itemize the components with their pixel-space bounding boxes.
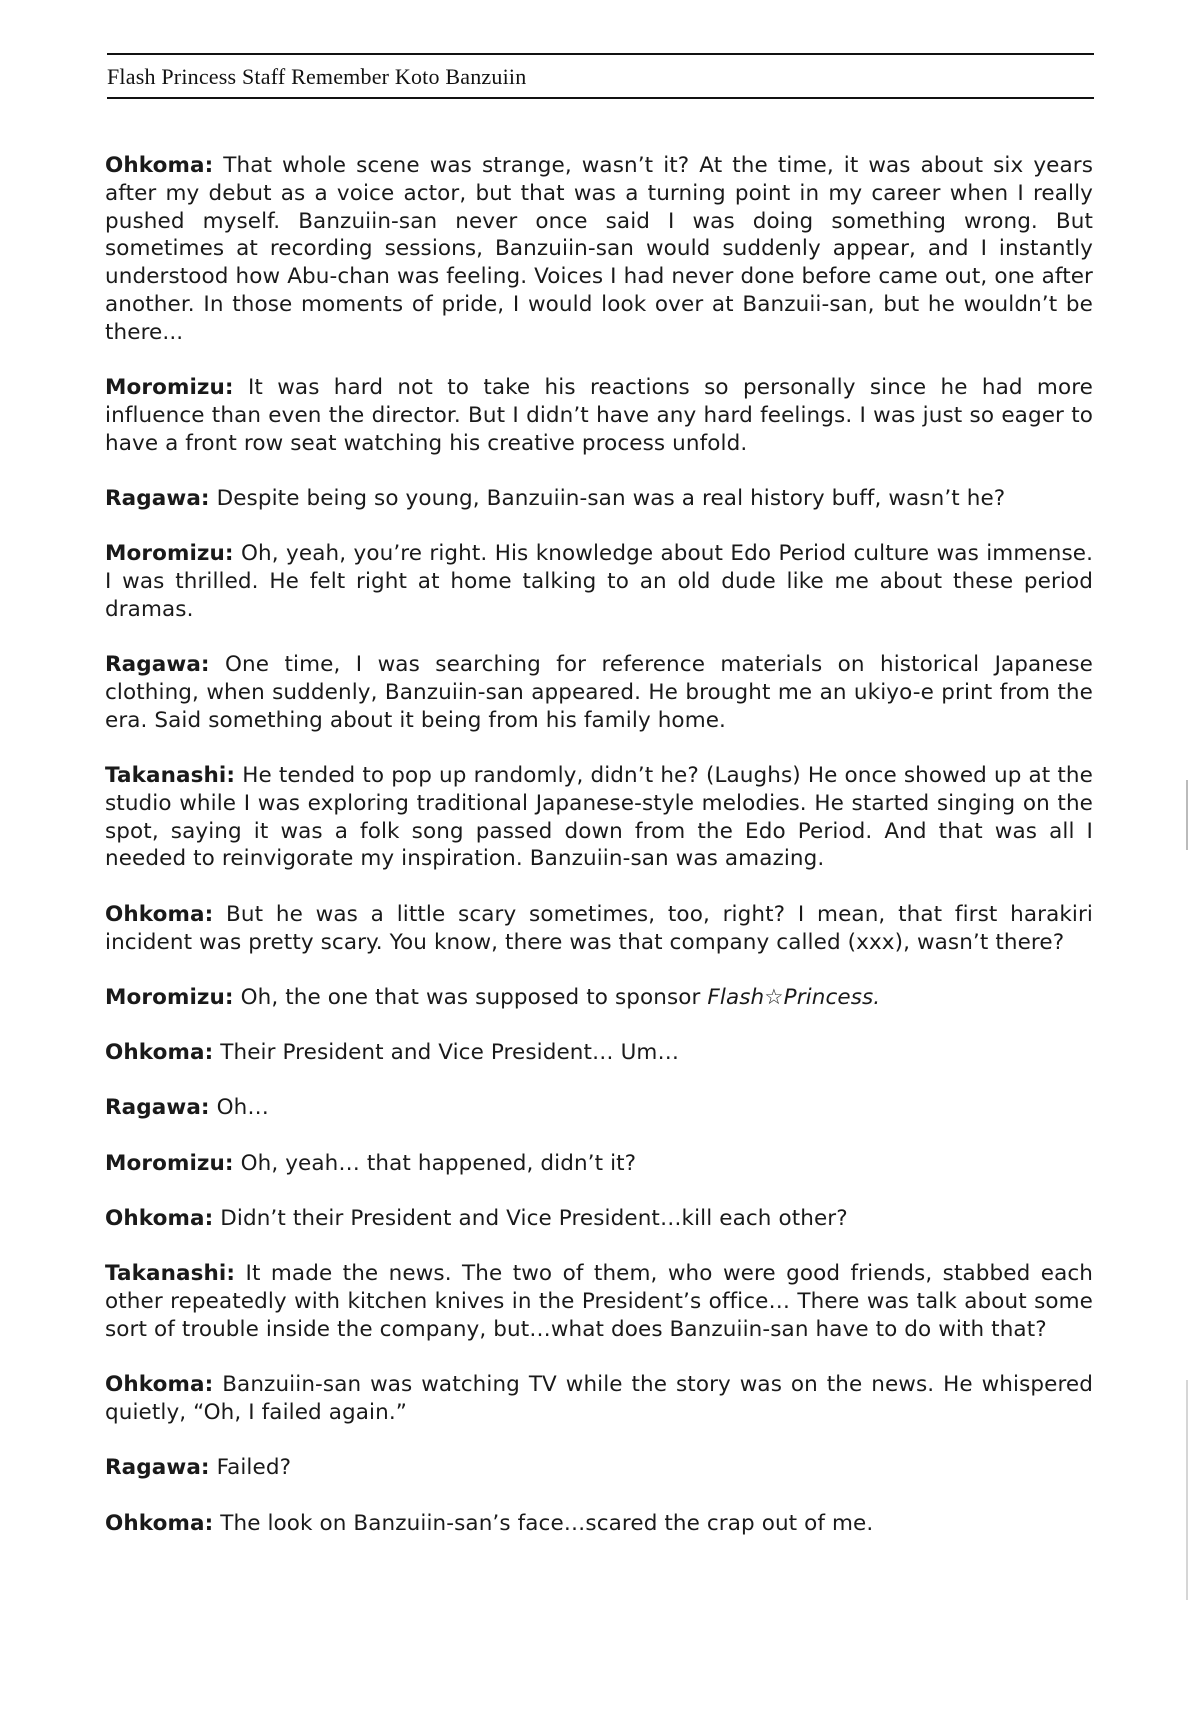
speaker-name: Moromizu: [105, 1150, 234, 1176]
speaker-name: Ragawa: [105, 1455, 210, 1481]
dialogue-paragraph [105, 1094, 1093, 1122]
dialogue-paragraph [105, 901, 1093, 957]
dialogue-paragraph [105, 1371, 1093, 1427]
running-header [107, 53, 1094, 99]
dialogue-text: Failed? [216, 1455, 292, 1481]
speaker-name: Ohkoma: [105, 153, 214, 178]
dialogue-text: Oh, yeah, you’re right. His knowledge about Edo Period culture was immense. I was thrilled. He felt right at home talking to an old dude like me about these period dramas. [105, 541, 1094, 622]
speaker-name: Takanashi: [105, 763, 236, 789]
show-title-italic: Flash☆Princess. [707, 984, 881, 1010]
dialogue-paragraph [105, 152, 1093, 347]
dialogue-paragraph [105, 762, 1093, 873]
dialogue-paragraph [105, 651, 1093, 734]
dialogue-text: One time, I was searching for reference materials on historical Japanese clothing, when suddenly, Banzuiin-san appeared. He brought me an ukiyo-e print from the era. Said something about it being from his family home. [105, 652, 1093, 733]
speaker-name: Ragawa: [105, 485, 210, 511]
speaker-name: Ragawa: [105, 652, 210, 678]
scan-edge-mark [1186, 780, 1188, 850]
dialogue-text: But he was a little scary sometimes, too, right? I mean, that first harakiri incident was pretty scary. You know, there was that company called (xxx), wasn’t there? [105, 901, 1093, 955]
dialogue-text: It was hard not to take his reactions so personally since he had more influence than even the director. But I didn’t have any hard feelings. I was just so eager to have a front row seat watching his creative process unfold. [105, 375, 1094, 456]
speaker-name: Ohkoma: [105, 1206, 214, 1232]
dialogue-paragraph [105, 1150, 1093, 1178]
dialogue-text: Their President and Vice President… Um… [220, 1040, 680, 1066]
dialogue-text: Oh, yeah… that happened, didn’t it? [240, 1150, 637, 1176]
dialogue-text: The look on Banzuiin-san’s face…scared the crap out of me. [220, 1510, 874, 1536]
dialogue-paragraph [105, 984, 1093, 1012]
dialogue-text: Banzuiin-san was watching TV while the story was on the news. He whispered quietly, “Oh, I failed again.” [105, 1372, 1094, 1425]
dialogue-text: It made the news. The two of them, who were good friends, stabbed each other repeatedly with kitchen knives in the President’s office… There was talk about some sort of trouble inside the company, but…what does Banzuiin-san have to do with that? [105, 1261, 1093, 1342]
speaker-name: Ohkoma: [105, 901, 214, 927]
dialogue-paragraph [105, 1510, 1093, 1538]
dialogue-paragraph [105, 1039, 1093, 1067]
speaker-name: Moromizu: [105, 375, 234, 401]
speaker-name: Ragawa: [105, 1095, 210, 1121]
header-title: Flash Princess Staff Remember Koto Banzuiin [107, 64, 527, 89]
dialogue-text: Despite being so young, Banzuiin-san was a real history buff, wasn’t he? [216, 485, 1006, 511]
dialogue-text: Oh, the one that was supposed to sponsor [240, 984, 708, 1010]
dialogue-paragraph [105, 485, 1093, 513]
dialogue-text: That whole scene was strange, wasn’t it? At the time, it was about six years after my debut as a voice actor, but that was a turning point in my career when I really pushed myself. Banzuiin-san never once said I was doing something wrong. But sometimes at recording sessions, Banzuiin-san would suddenly appear, and I instantly understood how Abu-chan was feeling. Voices I had never done before came out, one after another. In those moments of pride, I would look over at Banzuii-san, but he wouldn’t be there... [105, 153, 1093, 345]
dialogue-paragraph [105, 1454, 1093, 1482]
dialogue-text: Didn’t their President and Vice President…kill each other? [220, 1206, 848, 1232]
speaker-name: Ohkoma: [105, 1372, 214, 1398]
dialogue-paragraph [105, 374, 1093, 457]
dialogue-paragraph [105, 1260, 1093, 1343]
speaker-name: Ohkoma: [105, 1040, 214, 1066]
speaker-name: Takanashi: [105, 1261, 236, 1287]
dialogue-text: He tended to pop up randomly, didn’t he? (Laughs) He once showed up at the studio while I was exploring traditional Japanese-style melodies. He started singing on the spot, saying it was a folk song passed down from the Edo Period. And that was all I needed to reinvigorate my inspiration. Banzuiin-san was amazing. [105, 763, 1093, 872]
speaker-name: Moromizu: [105, 984, 234, 1010]
speaker-name: Moromizu: [105, 541, 234, 567]
interview-body [105, 152, 1093, 1565]
dialogue-text: Oh… [216, 1095, 269, 1121]
scan-edge-mark [1186, 1380, 1188, 1600]
dialogue-paragraph [105, 1205, 1093, 1233]
speaker-name: Ohkoma: [105, 1510, 214, 1536]
dialogue-paragraph [105, 540, 1093, 623]
